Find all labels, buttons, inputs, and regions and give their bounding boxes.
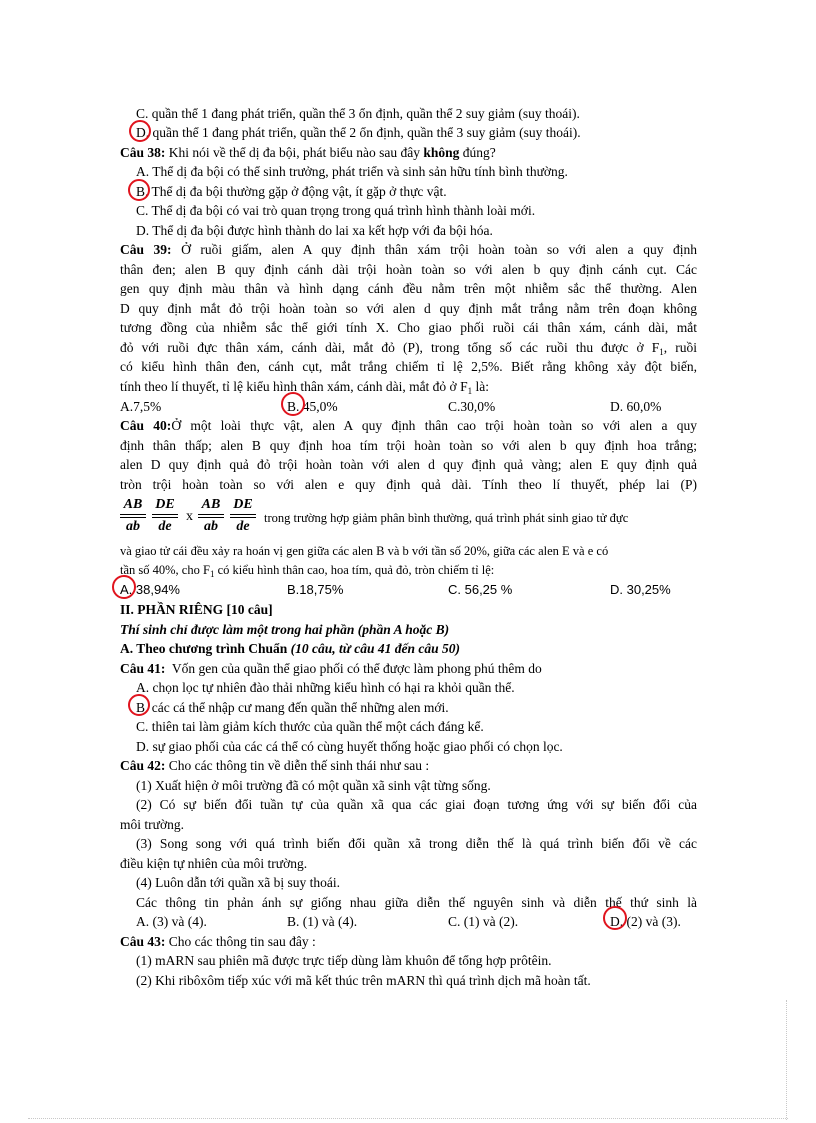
q39-line-2: thân đen; alen B quy định cánh dài trội hoàn toàn so với alen b quy định cánh cụt. Các [120, 262, 697, 277]
answer-mark-circle-q38 [128, 179, 150, 201]
q42-option-a: A. (3) và (4). [136, 914, 207, 929]
q38-stem [120, 143, 496, 162]
q42-item-2-cont: môi trường. [120, 817, 184, 832]
q41-stem [120, 659, 542, 678]
q41-option-a: A. chọn lọc tự nhiên đào thải những kiểu hình có hại ra khỏi quần thể. [136, 680, 515, 695]
q42-stem [120, 756, 429, 775]
q40-line-1 [120, 416, 697, 435]
q43-item-1: (1) mARN sau phiên mã được trực tiếp dùng làm khuôn để tổng hợp prôtêin. [136, 953, 552, 968]
fraction-numerator: AB [120, 497, 146, 515]
q38-stem-bold: không [423, 145, 460, 160]
q41-option-c: C. thiên tai làm giảm kích thước của quần thể một cách đáng kể. [136, 719, 484, 734]
q40-line-6: và giao tử cái đều xảy ra hoán vị gen giữa các alen B và b với tần số 20%, giữa các alen E và e có [120, 544, 609, 558]
q39-line-7: có kiểu hình thân đen, cánh cụt, mắt trắng chiếm tỉ lệ 2,5%. Biết rằng không xảy đột biến, [120, 359, 697, 374]
fraction-ab-ab [120, 497, 146, 535]
answer-mark-circle-q41 [128, 694, 150, 716]
q42-item-1: (1) Xuất hiện ở môi trường đã có một quần xã sinh vật từng sống. [136, 778, 491, 793]
fraction-numerator: DE [230, 497, 256, 515]
q40-line-3: alen D quy định quả đỏ trội hoàn toàn với alen d quy định quả vàng; alen E quy định quả [120, 457, 697, 472]
q38-option-d: D. Thể dị đa bội được hình thành do lai xa kết hợp với đa bội hóa. [136, 223, 493, 238]
q38-label: Câu 38: [120, 145, 166, 160]
q39-line-8-b: là: [472, 379, 489, 394]
q38-stem-a: Khi nói về thể dị đa bội, phát biểu nào sau đây [168, 145, 420, 160]
q41-label: Câu 41: [120, 661, 166, 676]
q42-option-c: C. (1) và (2). [448, 914, 519, 929]
fraction-denominator: de [230, 517, 256, 535]
fraction-de-de-2 [230, 497, 256, 535]
q39-line-1 [120, 240, 697, 259]
q40-line-7-a: tần số 40%, cho F [120, 563, 210, 577]
q40-line-7-sub: 1 [209, 569, 215, 579]
part-a-title: A. Theo chương trình Chuẩn [120, 641, 288, 656]
q40-line-7-b: có kiểu hình thân cao, hoa tím, quả đỏ, tròn chiếm tỉ lệ: [214, 563, 495, 577]
q37-option-c: C. quần thể 1 đang phát triển, quần thể 3 ổn định, quần thể 2 suy giảm (suy thoái). [136, 106, 580, 121]
q40-label: Câu 40: [120, 418, 172, 433]
q38-option-a: A. Thể dị đa bội có thể sinh trưởng, phát triển và sinh sản hữu tính bình thường. [136, 164, 568, 179]
answer-mark-circle-q40 [112, 575, 136, 599]
q39-line-6-a: đỏ với ruồi đực thân xám, cánh dài, mắt đỏ (P), trong tổng số các ruồi thu được ở F [120, 340, 660, 355]
q43-label: Câu 43: [120, 934, 166, 949]
q43-item-2: (2) Khi ribôxôm tiếp xúc với mã kết thúc trên mARN thì quá trình dịch mã hoàn tất. [136, 973, 591, 988]
q38-option-c: C. Thể dị đa bội có vai trò quan trọng trong quá trình hình thành loài mới. [136, 203, 536, 218]
q38-stem-b: đúng? [462, 145, 496, 160]
q42-item-3: (3) Song song với quá trình biến đổi quần xã trong diễn thế là quá trình biến đổi về các [136, 836, 697, 851]
answer-mark-circle-q42 [603, 906, 627, 930]
q39-line-8-a: tính theo lí thuyết, tỉ lệ kiểu hình thân xám, cánh dài, mắt đỏ ở F [120, 379, 468, 394]
q40-line-2: định thân thấp; alen B quy định hoa tím trội hoàn toàn so với alen b quy định hoa trắng; [120, 438, 697, 453]
q42-stem-text: Cho các thông tin về diễn thế sinh thái như sau : [168, 758, 430, 773]
fraction-denominator: de [152, 517, 178, 535]
q42-question: Các thông tin phản ánh sự giống nhau giữa diễn thế nguyên sinh và diễn thế thứ sinh là [136, 895, 697, 910]
section-title: II. PHẦN RIÊNG [10 câu] [120, 602, 273, 617]
q40-text: Ở một loài thực vật, alen A quy định thân cao trội hoàn toàn so với alen a quy [171, 418, 697, 433]
q40-line-4: tròn trội hoàn toàn so với alen e quy định quả dài. Tính theo lí thuyết, phép lai (P) [120, 477, 697, 492]
q39-line-5: tương đồng của nhiễm sắc thể giới tính X. Cho giao phối ruồi cái thân xám, cánh dài, mắt [120, 320, 697, 335]
q41-stem-text: Vốn gen của quần thể giao phối có thể được làm phong phú thêm do [171, 661, 542, 676]
q39-option-b: B. 45,0% [287, 399, 338, 414]
q43-stem [120, 932, 316, 951]
q42-option-b: B. (1) và (4). [287, 914, 358, 929]
q40-option-c: C. 56,25 % [448, 582, 513, 597]
q42-item-2: (2) Có sự biến đổi tuần tự của quần xã qua các giai đoạn tương ứng với sự biến đổi của [136, 797, 697, 812]
q39-option-c: C.30,0% [448, 399, 496, 414]
fraction-ab-ab-2 [198, 497, 224, 535]
q39-label: Câu 39: [120, 242, 172, 257]
fraction-denominator: ab [120, 517, 146, 535]
q37-option-d: D. quần thể 1 đang phát triển, quần thể 2 ổn định, quần thể 3 suy giảm (suy thoái). [136, 125, 581, 140]
fraction-de-de [152, 497, 178, 535]
q41-option-d: D. sự giao phối của các cá thể có cùng huyết thống hoặc giao phối có chọn lọc. [136, 739, 563, 754]
q42-item-4: (4) Luôn dẫn tới quần xã bị suy thoái. [136, 875, 340, 890]
q39-option-a: A.7,5% [120, 399, 162, 414]
page-border-right [786, 1000, 787, 1120]
answer-mark-circle-q37 [129, 120, 151, 142]
section-instruction: Thí sinh chỉ được làm một trong hai phần (phần A hoặc B) [120, 622, 450, 637]
q40-line-5: trong trường hợp giảm phân bình thường, quá trình phát sinh giao tử đực [264, 511, 629, 525]
q40-option-d: D. 30,25% [610, 582, 671, 597]
q40-option-b: B.18,75% [287, 582, 344, 597]
multiply-sign: x [186, 509, 193, 524]
q42-label: Câu 42: [120, 758, 166, 773]
q39-option-d: D. 60,0% [610, 399, 662, 414]
q38-option-b: B. Thể dị đa bội thường gặp ở động vật, ít gặp ở thực vật. [136, 184, 447, 199]
q39-line-3: gen quy định màu thân và hình dạng cánh đều nằm trên một nhiễm sắc thể thường. Alen [120, 281, 697, 296]
fraction-numerator: DE [152, 497, 178, 515]
q39-line-4: D quy định mắt đỏ trội hoàn toàn so với alen d quy định mắt trắng nằm trên đoạn không [120, 301, 697, 316]
q39-text: Ở ruồi giấm, alen A quy định thân xám trội hoàn toàn so với alen a quy định [181, 242, 697, 257]
answer-mark-circle-q39 [281, 392, 305, 416]
q43-stem-text: Cho các thông tin sau đây : [168, 934, 316, 949]
q39-line-6-sub: 1 [659, 347, 664, 357]
fraction-denominator: ab [198, 517, 224, 535]
q41-option-b: B. các cá thể nhập cư mang đến quần thể những alen mới. [136, 700, 449, 715]
part-a-range: (10 câu, từ câu 41 đến câu 50) [290, 641, 460, 656]
q42-option-d: D. (2) và (3). [610, 914, 681, 929]
q42-item-3-cont: điều kiện tự nhiên của môi trường. [120, 856, 308, 871]
q40-option-a: A. 38,94% [120, 582, 180, 597]
page-border-bottom [28, 1118, 788, 1119]
q39-line-6-b: , ruồi [663, 340, 698, 355]
q39-line-8-sub: 1 [467, 386, 473, 396]
fraction-numerator: AB [198, 497, 224, 515]
part-a-heading [120, 639, 460, 658]
